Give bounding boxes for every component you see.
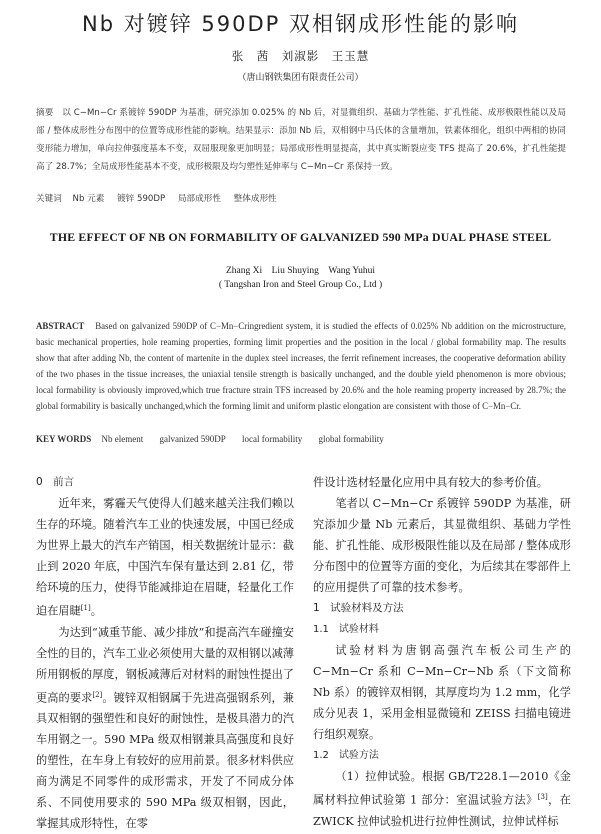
keyword-en: local formability [242, 434, 303, 444]
keyword-cn: 整体成形性 [233, 194, 277, 204]
body-paragraph: 件设计选材轻量化应用中具有较大的参考价值。 [313, 476, 548, 489]
abstract-en-text: Based on galvanized 590DP of C−Mn−Cringredient system, it is studied the effects of 0.025% Nb addition on the microstructure, basic mechanical properties, hole reaming properties, forming limit properties and the position in the local / global formability map. The results show that after adding Nb, the content of martenite in the duplex steel increases, the ferrit refinement increases, the cooperative deformation ability of the two phases in the tissue increases, the uniaxial tensile strength is basically unchanged, and the double yield phenomenon is more obvious; local formability is obviously improved,which true fracture strain TFS increased by 20.6% and the hole reaming property increased by 28.7%; the global formability is basically unchanged,which the forming limit and uniform plastic elongation are consistent with those of C−Mn−Cr. [36, 321, 567, 411]
subsection-heading-methods: 1.2 试验方法 [313, 750, 379, 761]
body-paragraph: 试验材料为唐钢高强汽车板公司生产的 C−Mn−Cr 系和 C−Mn−Cr−Nb 系（下文简称 Nb 系）的镀锌双相钢，其厚度均为 1.2 mm，化学成分见表 1，采用金相显微镜和 ZEISS 扫描电镜进行组织观察。 [313, 644, 571, 741]
keywords-en [36, 434, 566, 444]
abstract-en-label: ABSTRACT [36, 321, 85, 331]
keywords-cn-label: 关键词 [36, 194, 62, 204]
section-heading-introduction: 0 前言 [36, 476, 75, 488]
paragraph-text: （1）拉伸试验。根据 GB/T228.1—2010《金属材料拉伸试验第 1 部分：室温试验方法》 [313, 770, 571, 807]
body-paragraph [36, 622, 294, 834]
section-heading-materials-methods: 1 试验材料及方法 [313, 602, 404, 614]
keyword-cn: 镀锌 590DP [117, 194, 166, 204]
body-column-left [36, 472, 294, 834]
paragraph-text: 。 [90, 604, 102, 618]
keyword-en: galvanized 590DP [159, 434, 226, 444]
abstract-en [36, 318, 566, 414]
keyword-cn: Nb 元素 [72, 194, 105, 204]
body-column-right [313, 472, 571, 832]
citation-ref: [3] [537, 793, 548, 801]
keyword-en: global formability [318, 434, 384, 444]
body-paragraph: 笔者以 C−Mn−Cr 系镀锌 590DP 为基准，研究添加少量 Nb 元素后，其显微组织、基础力学性能、扩孔性能、成形极限性能以及在局部 / 整体成形分布图中的位置等方面的变化，为后续其在零部件上的应用提供了可靠的技术参考。 [313, 497, 571, 594]
abstract-cn-text: 以 C−Mn−Cr 系镀锌 590DP 为基准，研究添加 0.025% 的 Nb 后，对显微组织、基础力学性能、扩孔性能、成形极限性能以及局部 / 整体成形性分布图中的位置等成形性能的影响。结果显示：添加 Nb 后，双相钢中马氏体的含量增加，铁素体细化，组织中两相的协同变形能力增加，单向拉伸强度基本不变，双屈服现象更加明显；局部成形性明显提高，其中真实断裂应变 TFS 提高了 20.6%，扩孔性能提高了 28.7%；全局成形性能基本不变，成形极限及均匀塑性延伸率与 C−Mn−Cr 系保持一致。 [36, 108, 566, 172]
authors-cn: 张 茜 刘淑影 王玉慧 [231, 49, 370, 63]
paper-title-en: THE EFFECT OF NB ON FORMABILITY OF GALVANIZED 590 MPa DUAL PHASE STEEL [49, 230, 552, 244]
authors-en: Zhang Xi Liu Shuying Wang Yuhui [225, 266, 376, 276]
affiliation-cn: （唐山钢铁集团有限责任公司） [237, 73, 364, 83]
paragraph-text: ，在 ZWICK 拉伸试验机进行拉伸性测试，拉伸试样标 [313, 793, 571, 828]
paragraph-text: 为达到“减重节能、减少排放”和提高汽车碰撞安全性的目的，汽车工业必须使用大量的双相钢以减薄所用钢板的厚度，钢板减薄后对材料的耐蚀性提出了更高的要求 [36, 625, 294, 705]
affiliation-en: ( Tangshan Iron and Steel Group Co., Ltd ) [218, 280, 383, 290]
subsection-heading-materials: 1.1 试验材料 [313, 624, 379, 635]
abstract-cn-label: 摘要 [36, 108, 54, 118]
abstract-cn [36, 104, 566, 176]
citation-ref: [1] [80, 604, 91, 612]
paragraph-text: 。镀锌双相钢属于先进高强钢系列，兼具双相钢的强塑性和良好的耐蚀性，是极具潜力的汽车用钢之一。590 MPa 级双相钢兼具高强度和良好的塑性，在车身上有较好的应用前景。很多材料供应商为满足不同零件的成形需求，开发了不同成分体系、不同使用要求的 590 MPa 级双相钢，因此，掌握其成形特性，在零 [36, 691, 294, 831]
citation-ref: [2] [92, 690, 103, 699]
keywords-en-label: KEY WORDS [36, 434, 92, 444]
paper-title-cn: Nb 对镀锌 590DP 双相钢成形性能的影响 [82, 12, 519, 36]
keyword-en: Nb element [101, 434, 144, 444]
paragraph-text: 近年来，雾霾天气使得人们越来越关注我们赖以生存的环境。随着汽车工业的快速发展，中国已经成为世界上最大的汽车产销国，相关数据统计显示：截止到 2020 年底，中国汽车保有量达到 2.81 亿，带给环境的压力，使得节能减排迫在眉睫，轻量化工作迫在眉睫 [36, 497, 294, 618]
keyword-cn: 局部成形性 [177, 194, 221, 204]
keywords-cn [36, 192, 566, 204]
body-paragraph [36, 493, 294, 622]
body-paragraph [313, 766, 571, 832]
